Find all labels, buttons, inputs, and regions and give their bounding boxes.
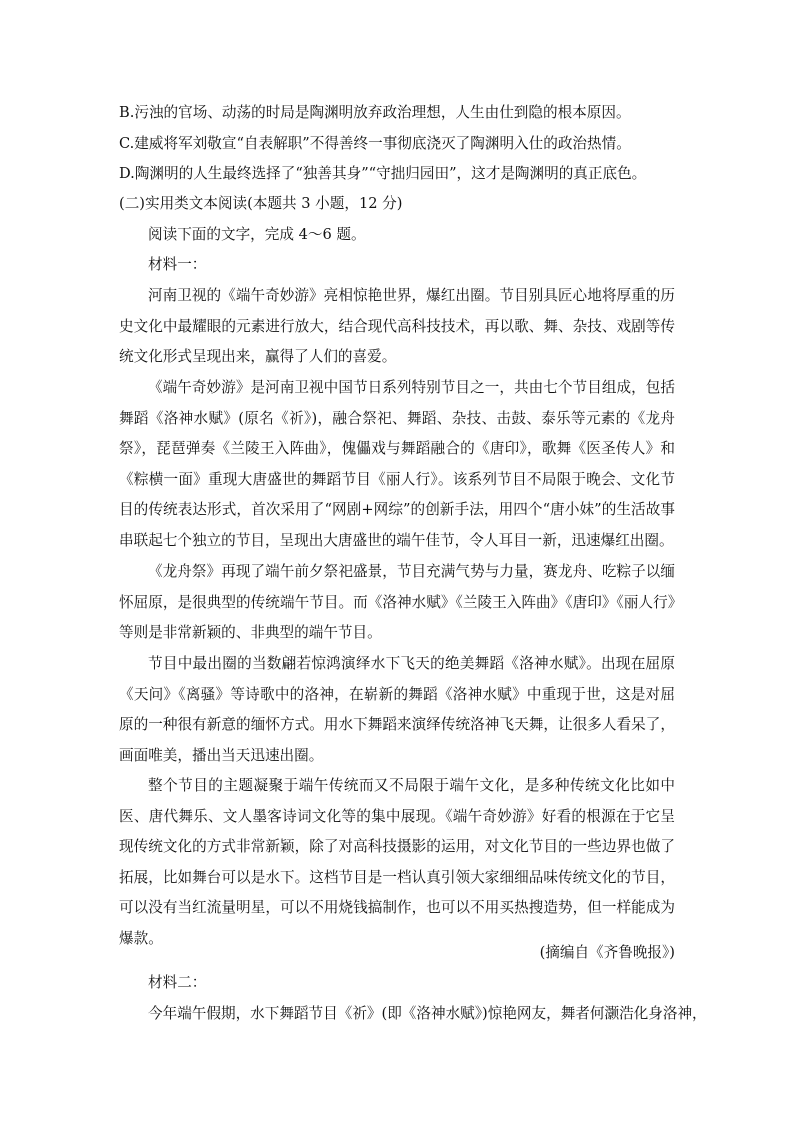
option-d: D.陶渊明的人生最终选择了“独善其身”“守拙归园田”，这才是陶渊明的真正底色。: [119, 165, 647, 182]
section-heading: (二)实用类文本阅读(本题共 3 小题，12 分): [119, 195, 403, 212]
reading-instruction: 阅读下面的文字，完成 4～6 题。: [148, 226, 366, 243]
material-one-paragraph-1: 河南卫视的《端午奇妙游》亮相惊艳世界，爆红出圈。节目别具匠心地将厚重的历史文化中最耀眼的元素进行放大，结合现代高科技技术，再以歌、舞、杂技、戏剧等传统文化形式呈现出来，赢得了人们的喜爱。: [119, 287, 675, 366]
material-one-source: (摘编自《齐鲁晚报》): [539, 944, 675, 961]
material-one-paragraph-3: 《龙舟祭》再现了端午前夕祭祀盛景，节目充满气势与力量，赛龙舟、吃粽子以缅怀屈原，是很典型的传统端午节目。而《洛神水赋》《兰陵王入阵曲》《唐印》《丽人行》等则是非常新颖的、非典型的端午节目。: [119, 563, 675, 642]
material-one-paragraph-2: 《端午奇妙游》是河南卫视中国节日系列特别节目之一，共由七个节目组成，包括舞蹈《洛神水赋》(原名《祈》)，融合祭祀、舞蹈、杂技、击鼓、泰乐等元素的《龙舟祭》，琵琶弹奏《兰陵王入阵曲》，傀儡戏与舞蹈融合的《唐印》，歌舞《医圣传人》和《粽横一面》重现大唐盛世的舞蹈节目《丽人行》。该系列节目不局限于晚会、文化节目的传统表达形式，首次采用了“网剧+网综”的创新手法，用四个“唐小妹”的生活故事串联起七个独立的节目，呈现出大唐盛世的端午佳节，令人耳目一新，迅速爆红出圈。: [119, 379, 675, 549]
option-c: C.建威将军刘敬宣“自表解职”不得善终一事彻底浇灭了陶渊明入仕的政治热情。: [119, 135, 631, 152]
material-one-paragraph-5: 整个节目的主题凝聚于端午传统而又不局限于端午文化，是多种传统文化比如中医、唐代舞乐、文人墨客诗词文化等的集中展现。《端午奇妙游》好看的根源在于它呈现传统文化的方式非常新颖，除了对高科技摄影的运用，对文化节目的一些边界也做了拓展，比如舞台可以是水下。这档节目是一档认真引领大家细细品味传统文化的节目，可以没有当红流量明星，可以不用烧钱搞制作，也可以不用买热搜造势，但一样能成为爆款。: [119, 777, 675, 947]
option-b: B.污浊的官场、动荡的时局是陶渊明放弃政治理想，人生由仕到隐的根本原因。: [119, 104, 631, 121]
material-one-paragraph-4: 节目中最出圈的当数翩若惊鸿演绎水下飞天的绝美舞蹈《洛神水赋》。出现在屈原《天问》《离骚》等诗歌中的洛神，在崭新的舞蹈《洛神水赋》中重现于世，这是对屈原的一种很有新意的缅怀方式。用水下舞蹈来演绎传统洛神飞天舞，让很多人看呆了，画面唯美，播出当天迅速出圈。: [119, 655, 675, 764]
material-two-paragraph-1: 今年端午假期，水下舞蹈节目《祈》(即《洛神水赋》)惊艳网友，舞者何灏浩化身洛神，: [148, 1005, 707, 1022]
material-two-label: 材料二：: [148, 974, 207, 991]
material-one-label: 材料一：: [148, 256, 207, 273]
